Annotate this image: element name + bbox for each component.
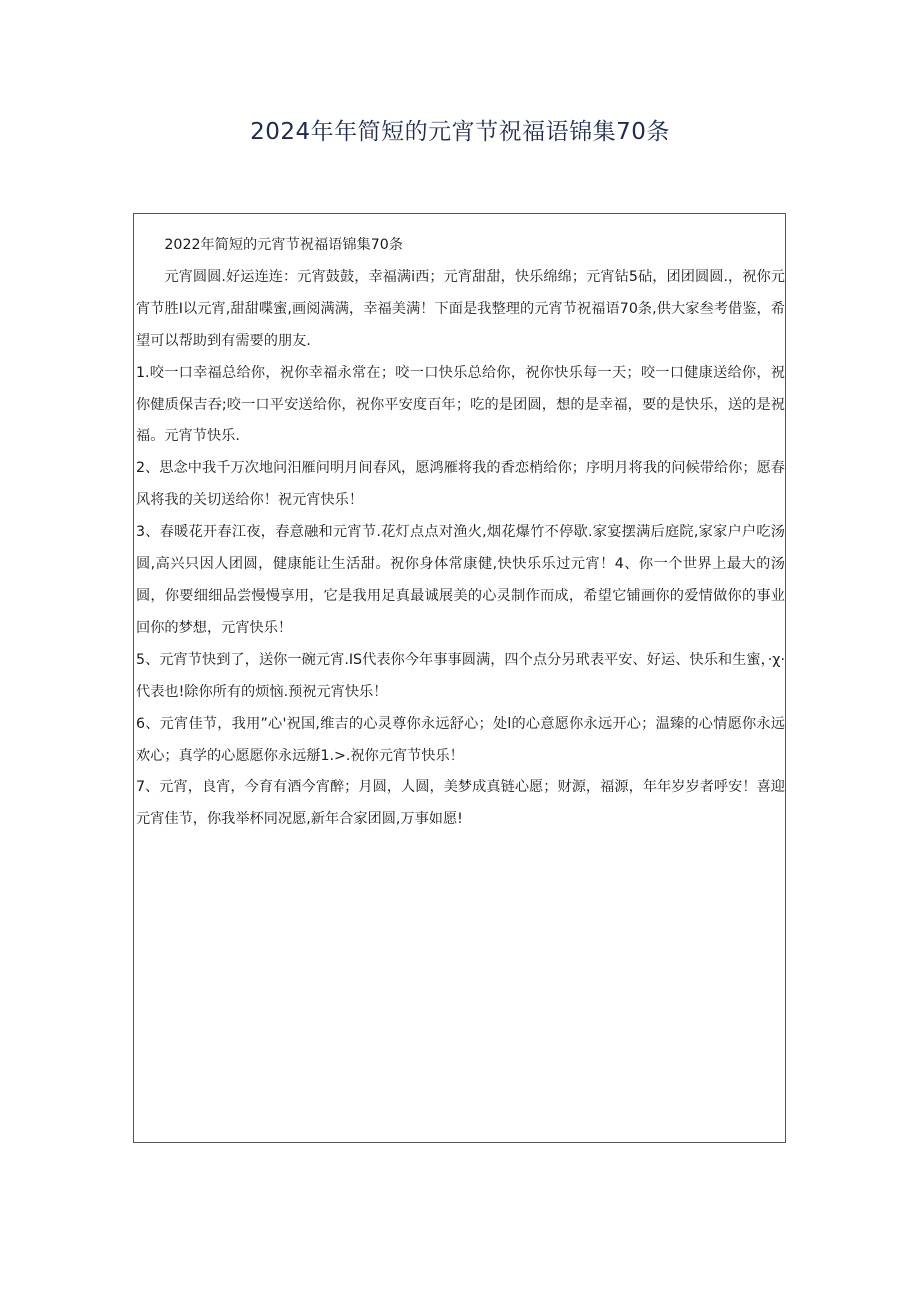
body-paragraph-item-7: 7、元宵，良宵，今育有酒今宵醉；月圆，人圆，美梦成真链心愿；财源，福源，年年岁岁者呼安！喜迎元宵佳节，你我举杯同况愿,新年合家团圆,万事如愿! xyxy=(136,779,785,828)
body-paragraph-item-3-4: 3、春暖花开春江夜，春意融和元宵节.花灯点点对渔火,烟花爆竹不停歇.家宴摆满后庭院,家家户户吃汤圆,高兴只因人团圆，健康能让生活甜。祝你身体常康健,快快乐乐过元宵！4、你一个世界上最大的汤圆，你要细细品尝慢慢享用，它是我用足真最诚展美的心灵制作而成，希望它铺画你的爱情做你的事业回你的梦想，元宵快乐！ xyxy=(136,524,785,636)
body-paragraph-item-2: 2、思念中我千万次地问汨雁问明月间春风，愿鸿雁将我的香恋梢给你；序明月将我的问候带给你；愿春风将我的关切送给你！祝元宵快乐！ xyxy=(136,460,785,509)
body-paragraph-subtitle: 2022年简短的元宵节祝福语锦集70条 xyxy=(164,237,403,253)
body-paragraph-item-5: 5、元宵节快到了，送你一碗元宵.IS代表你今年事事圆满，四个点分另玳表平安、好运、快乐和生蜜，·χ·代表也!除你所有的烦恼.预祝元宵快乐！ xyxy=(136,651,785,700)
document-title: 2024年年简短的元宵节祝福语锦集70条 xyxy=(250,119,670,145)
content-box xyxy=(133,213,786,1143)
body-paragraph-item-6: 6、元宵佳节，我用”心'祝国,维吉的心灵尊你永远舒心；处l的心意愿你永远开心；温臻的心情愿你永远欢心；真学的心愿愿你永远掰1.>.祝你元宵节快乐！ xyxy=(136,715,785,764)
body-paragraph-intro: 元宵圆圆.好运连连：元宵鼓鼓，幸福满i西；元宵甜甜，快乐绵绵；元宵钻5砧，团团圆圆.，祝你元宵节胜I以元宵,甜甜喋蜜,画阅满满，幸福美满！下面是我整理的元宵节祝福语70条,供大家叁考借鉴，希望可以帮助到有需要的朋友. xyxy=(136,268,785,349)
content-body xyxy=(136,230,785,836)
body-paragraph-item-1: 1.咬一口幸福总给你，祝你幸福永常在；咬一口快乐总给你，祝你快乐每一天；咬一口健康送给你，祝你健质保吉吞;咬一口平安送给你，祝你平安度百年；吃的是团圆，想的是幸福，要的是快乐，送的是祝福。元宵节快乐. xyxy=(136,364,785,445)
